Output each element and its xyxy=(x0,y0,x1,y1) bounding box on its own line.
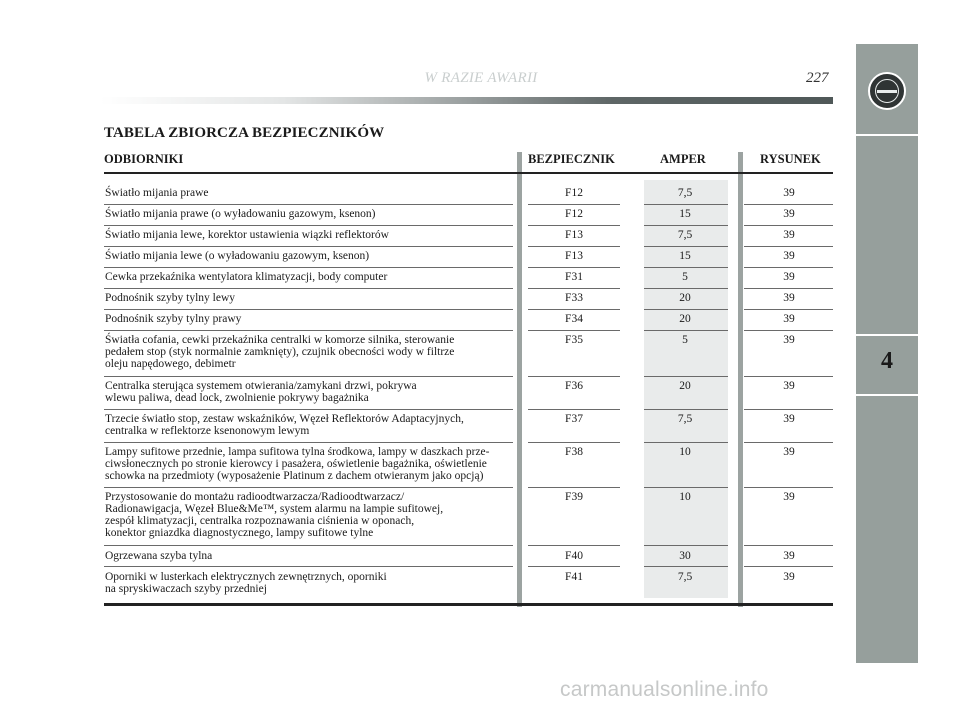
fuse-value: F31 xyxy=(565,271,583,283)
column-header-fuse: BEZPIECZNIK xyxy=(528,152,615,166)
receiver-description: Światło mijania prawe xyxy=(105,187,209,199)
row-separator xyxy=(104,376,513,377)
column-divider xyxy=(517,152,522,607)
receiver-description: centralka w reflektorze ksenonowym lewym xyxy=(105,425,310,437)
row-separator xyxy=(644,376,728,377)
receiver-description: Lampy sufitowe przednie, lampa sufitowa tylna środkowa, lampy w daszkach prze- xyxy=(105,446,490,458)
figure-value: 39 xyxy=(783,380,795,392)
fuse-value: F38 xyxy=(565,446,583,458)
receiver-description: schowka na przedmioty (wyposażenie Platinum z dachem otwieranym jako opcją) xyxy=(105,470,484,482)
receiver-description: Światło mijania lewe, korektor ustawienia wiązki reflektorów xyxy=(105,229,389,241)
amper-value: 30 xyxy=(679,550,691,562)
fuse-value: F40 xyxy=(565,550,583,562)
row-separator xyxy=(528,442,620,443)
fuse-value: F39 xyxy=(565,491,583,503)
figure-value: 39 xyxy=(783,413,795,425)
row-separator xyxy=(644,309,728,310)
amper-value: 5 xyxy=(682,334,688,346)
receiver-description: oleju napędowego, debimetr xyxy=(105,358,236,370)
fuse-value: F12 xyxy=(565,187,583,199)
amper-value: 5 xyxy=(682,271,688,283)
row-separator xyxy=(644,442,728,443)
row-separator xyxy=(644,409,728,410)
figure-value: 39 xyxy=(783,550,795,562)
row-separator xyxy=(104,330,513,331)
side-divider xyxy=(856,394,918,396)
table-top-rule xyxy=(104,172,833,174)
row-separator xyxy=(104,309,513,310)
fuse-value: F13 xyxy=(565,250,583,262)
row-separator xyxy=(528,330,620,331)
row-separator xyxy=(744,376,833,377)
row-separator xyxy=(744,545,833,546)
figure-value: 39 xyxy=(783,571,795,583)
section-title: W RAZIE AWARII xyxy=(424,70,538,86)
row-separator xyxy=(744,225,833,226)
row-separator xyxy=(644,204,728,205)
amper-value: 10 xyxy=(679,491,691,503)
figure-value: 39 xyxy=(783,250,795,262)
figure-value: 39 xyxy=(783,313,795,325)
row-separator xyxy=(744,442,833,443)
row-separator xyxy=(528,204,620,205)
column-header-figure: RYSUNEK xyxy=(760,152,821,166)
amper-value: 20 xyxy=(679,313,691,325)
receiver-description: Trzecie światło stop, zestaw wskaźników, Węzeł Reflektorów Adaptacyjnych, xyxy=(105,413,464,425)
page-number: 227 xyxy=(806,70,829,86)
row-separator xyxy=(104,246,513,247)
row-separator xyxy=(528,409,620,410)
fuse-value: F33 xyxy=(565,292,583,304)
row-separator xyxy=(644,566,728,567)
receiver-description: Przystosowanie do montażu radioodtwarzacza/Radioodtwarzacz/ xyxy=(105,491,405,503)
amper-value: 7,5 xyxy=(677,187,693,199)
row-separator xyxy=(644,330,728,331)
logo-bar xyxy=(877,90,897,93)
row-separator xyxy=(744,204,833,205)
lancia-logo-icon xyxy=(868,72,906,110)
amper-value: 7,5 xyxy=(677,413,693,425)
amper-value: 7,5 xyxy=(677,229,693,241)
row-separator xyxy=(104,545,513,546)
row-separator xyxy=(104,487,513,488)
receiver-description: Podnośnik szyby tylny prawy xyxy=(105,313,242,325)
table-title: TABELA ZBIORCZA BEZPIECZNIKÓW xyxy=(104,125,385,141)
row-separator xyxy=(104,442,513,443)
row-separator xyxy=(744,309,833,310)
logo-ring xyxy=(875,79,899,103)
row-separator xyxy=(104,225,513,226)
chapter-number: 4 xyxy=(881,348,893,374)
chapter-side-tab xyxy=(856,44,918,663)
row-separator xyxy=(644,487,728,488)
side-divider xyxy=(856,134,918,136)
amper-value: 7,5 xyxy=(677,571,693,583)
row-separator xyxy=(528,288,620,289)
row-separator xyxy=(644,225,728,226)
fuse-value: F37 xyxy=(565,413,583,425)
fuse-value: F13 xyxy=(565,229,583,241)
row-separator xyxy=(528,376,620,377)
row-separator xyxy=(528,487,620,488)
row-separator xyxy=(528,545,620,546)
row-separator xyxy=(744,288,833,289)
fuse-value: F35 xyxy=(565,334,583,346)
figure-value: 39 xyxy=(783,491,795,503)
row-separator xyxy=(644,288,728,289)
amper-value: 15 xyxy=(679,208,691,220)
row-separator xyxy=(104,267,513,268)
figure-value: 39 xyxy=(783,271,795,283)
watermark: carmanualsonline.info xyxy=(560,678,769,701)
row-separator xyxy=(744,246,833,247)
receiver-description: zespół klimatyzacji, centralka rozpoznawania ciśnienia w oponach, xyxy=(105,515,415,527)
header-gradient-bar xyxy=(100,97,833,104)
figure-value: 39 xyxy=(783,292,795,304)
row-separator xyxy=(744,487,833,488)
receiver-description: Podnośnik szyby tylny lewy xyxy=(105,292,236,304)
receiver-description: Światło mijania lewe (o wyładowaniu gazowym, ksenon) xyxy=(105,250,370,262)
row-separator xyxy=(644,246,728,247)
row-separator xyxy=(528,246,620,247)
figure-value: 39 xyxy=(783,446,795,458)
amper-value: 10 xyxy=(679,446,691,458)
receiver-description: Centralka sterująca systemem otwierania/zamykani drzwi, pokrywa xyxy=(105,380,417,392)
row-separator xyxy=(528,309,620,310)
receiver-description: Światło mijania prawe (o wyładowaniu gazowym, ksenon) xyxy=(105,208,376,220)
column-header-amper: AMPER xyxy=(660,152,706,166)
row-separator xyxy=(104,204,513,205)
receiver-description: Radionawigacja, Węzeł Blue&Me™, system alarmu na lampie sufitowej, xyxy=(105,503,444,515)
row-separator xyxy=(644,267,728,268)
row-separator xyxy=(744,330,833,331)
row-separator xyxy=(528,267,620,268)
receiver-description: na spryskiwaczach szyby przedniej xyxy=(105,583,267,595)
fuse-value: F34 xyxy=(565,313,583,325)
receiver-description: Ogrzewana szyba tylna xyxy=(105,550,213,562)
column-header-receivers: ODBIORNIKI xyxy=(104,152,184,166)
amper-value: 20 xyxy=(679,292,691,304)
amper-value: 15 xyxy=(679,250,691,262)
figure-value: 39 xyxy=(783,229,795,241)
amper-value: 20 xyxy=(679,380,691,392)
chapter-box[interactable] xyxy=(856,334,918,394)
fuse-value: F41 xyxy=(565,571,583,583)
receiver-description: ciwsłonecznych po stronie kierowcy i pasażera, oświetlenie bagażnika, oświetlenie xyxy=(105,458,487,470)
logo-box xyxy=(856,44,918,134)
table-bottom-rule xyxy=(104,603,833,606)
row-separator xyxy=(104,409,513,410)
row-separator xyxy=(744,267,833,268)
figure-value: 39 xyxy=(783,334,795,346)
receiver-description: konektor gniazdka diagnostycznego, lampy sufitowe tylne xyxy=(105,527,374,539)
receiver-description: pedałem stop (styk normalnie zamknięty), czujnik obecności wody w filtrze xyxy=(105,346,455,358)
figure-value: 39 xyxy=(783,187,795,199)
row-separator xyxy=(104,566,513,567)
fuse-value: F12 xyxy=(565,208,583,220)
row-separator xyxy=(644,545,728,546)
figure-value: 39 xyxy=(783,208,795,220)
fuse-value: F36 xyxy=(565,380,583,392)
receiver-description: wlewu paliwa, dead lock, zwolnienie pokrywy bagażnika xyxy=(105,392,369,404)
receiver-description: Światła cofania, cewki przekaźnika centralki w komorze silnika, sterowanie xyxy=(105,334,455,346)
receiver-description: Cewka przekaźnika wentylatora klimatyzacji, body computer xyxy=(105,271,388,283)
receiver-description: Oporniki w lusterkach elektrycznych zewnętrznych, oporniki xyxy=(105,571,387,583)
row-separator xyxy=(528,225,620,226)
row-separator xyxy=(744,566,833,567)
row-separator xyxy=(744,409,833,410)
row-separator xyxy=(104,288,513,289)
row-separator xyxy=(528,566,620,567)
